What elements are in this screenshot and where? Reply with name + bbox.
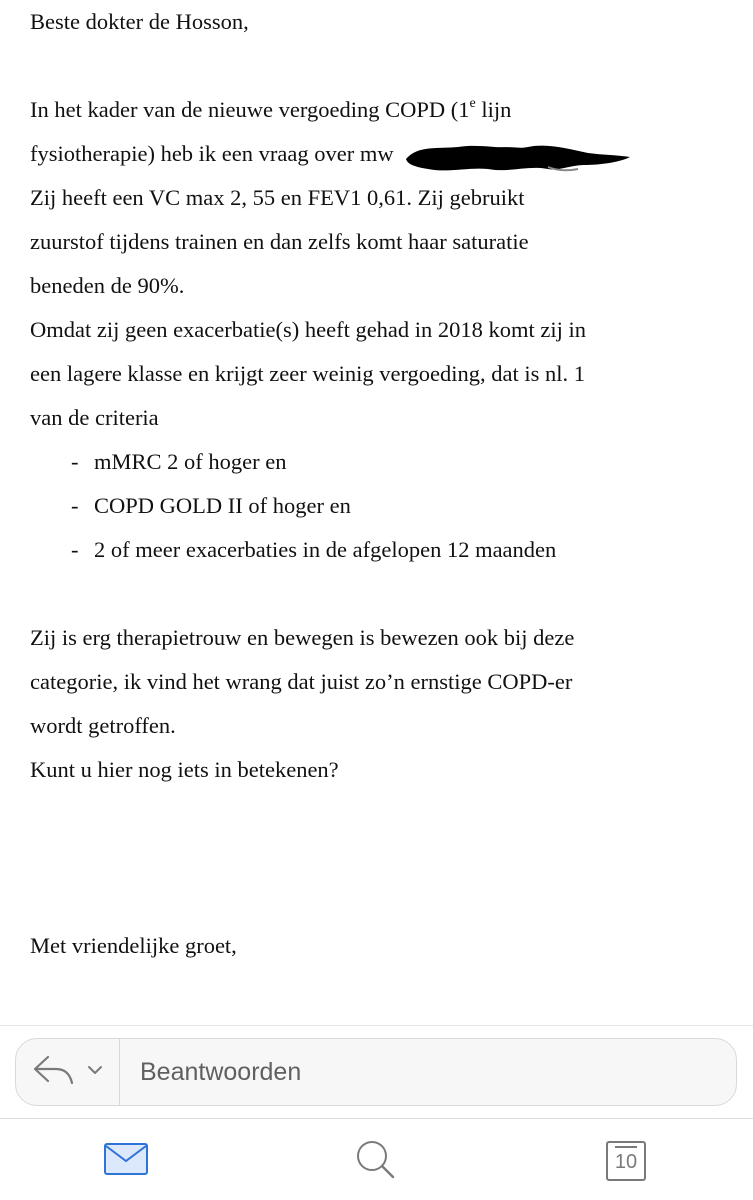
tab-mail[interactable] [102, 1137, 150, 1185]
criteria-item [30, 528, 730, 572]
text: In het kader van de nieuwe vergoeding COPD (1 [30, 97, 470, 122]
paragraph-3-line-1: Zij is erg therapietrouw en bewegen is bewezen ook bij deze [30, 625, 575, 650]
criteria-text: 2 of meer exacerbaties in de afgelopen 12 maanden [94, 537, 557, 562]
paragraph-1-line-4: zuurstof tijdens trainen en dan zelfs komt haar saturatie [30, 229, 529, 254]
paragraph-3-line-3: wordt getroffen. [30, 713, 176, 738]
redaction-scribble [398, 141, 623, 171]
criteria-item [30, 440, 730, 484]
criteria-item [30, 484, 730, 528]
text: lijn [475, 97, 512, 122]
paragraph-3-line-2: categorie, ik vind het wrang dat juist zo’n ernstige COPD-er [30, 669, 573, 694]
calendar-icon [605, 1140, 647, 1182]
tab-bar [0, 1119, 753, 1200]
paragraph-1-line-2 [30, 132, 730, 176]
paragraph-1-line-5: beneden de 90%. [30, 273, 185, 298]
bullet-dash: - [71, 449, 79, 474]
paragraph-1-line-3: Zij heeft een VC max 2, 55 en FEV1 0,61. Zij gebruikt [30, 185, 525, 210]
greeting: Beste dokter de Hosson, [30, 9, 249, 34]
criteria-text: COPD GOLD II of hoger en [94, 493, 351, 518]
mail-icon [103, 1142, 149, 1181]
search-icon [353, 1137, 397, 1186]
blank-line [30, 44, 730, 88]
tab-search[interactable] [351, 1137, 399, 1185]
text: fysiotherapie) heb ik een vraag over mw [30, 141, 394, 166]
criteria-text: mMRC 2 of hoger en [94, 449, 287, 474]
calendar-day-number: 10 [614, 1151, 638, 1173]
paragraph-3-line-4: Kunt u hier nog iets in betekenen? [30, 757, 339, 782]
tab-calendar[interactable] [602, 1137, 650, 1185]
reply-bar [15, 1038, 737, 1106]
blank-line [30, 880, 730, 924]
paragraph-2-line-1: Omdat zij geen exacerbatie(s) heeft gehad in 2018 komt zij in [30, 317, 587, 342]
superscript: e [469, 95, 476, 111]
reply-input[interactable] [120, 1038, 736, 1106]
bullet-dash: - [71, 537, 79, 562]
email-body [30, 0, 730, 968]
paragraph-1-line-1 [30, 88, 730, 132]
reply-options-button[interactable] [16, 1039, 120, 1105]
blank-line [30, 792, 730, 836]
reply-arrow-icon [32, 1053, 78, 1092]
divider [0, 1025, 753, 1026]
paragraph-2-line-3: van de criteria [30, 405, 159, 430]
blank-line [30, 836, 730, 880]
blank-line [30, 572, 730, 616]
chevron-down-icon [86, 1063, 104, 1081]
closing: Met vriendelijke groet, [30, 933, 237, 958]
paragraph-2-line-2: een lagere klasse en krijgt zeer weinig vergoeding, dat is nl. 1 [30, 361, 586, 386]
bullet-dash: - [71, 493, 79, 518]
